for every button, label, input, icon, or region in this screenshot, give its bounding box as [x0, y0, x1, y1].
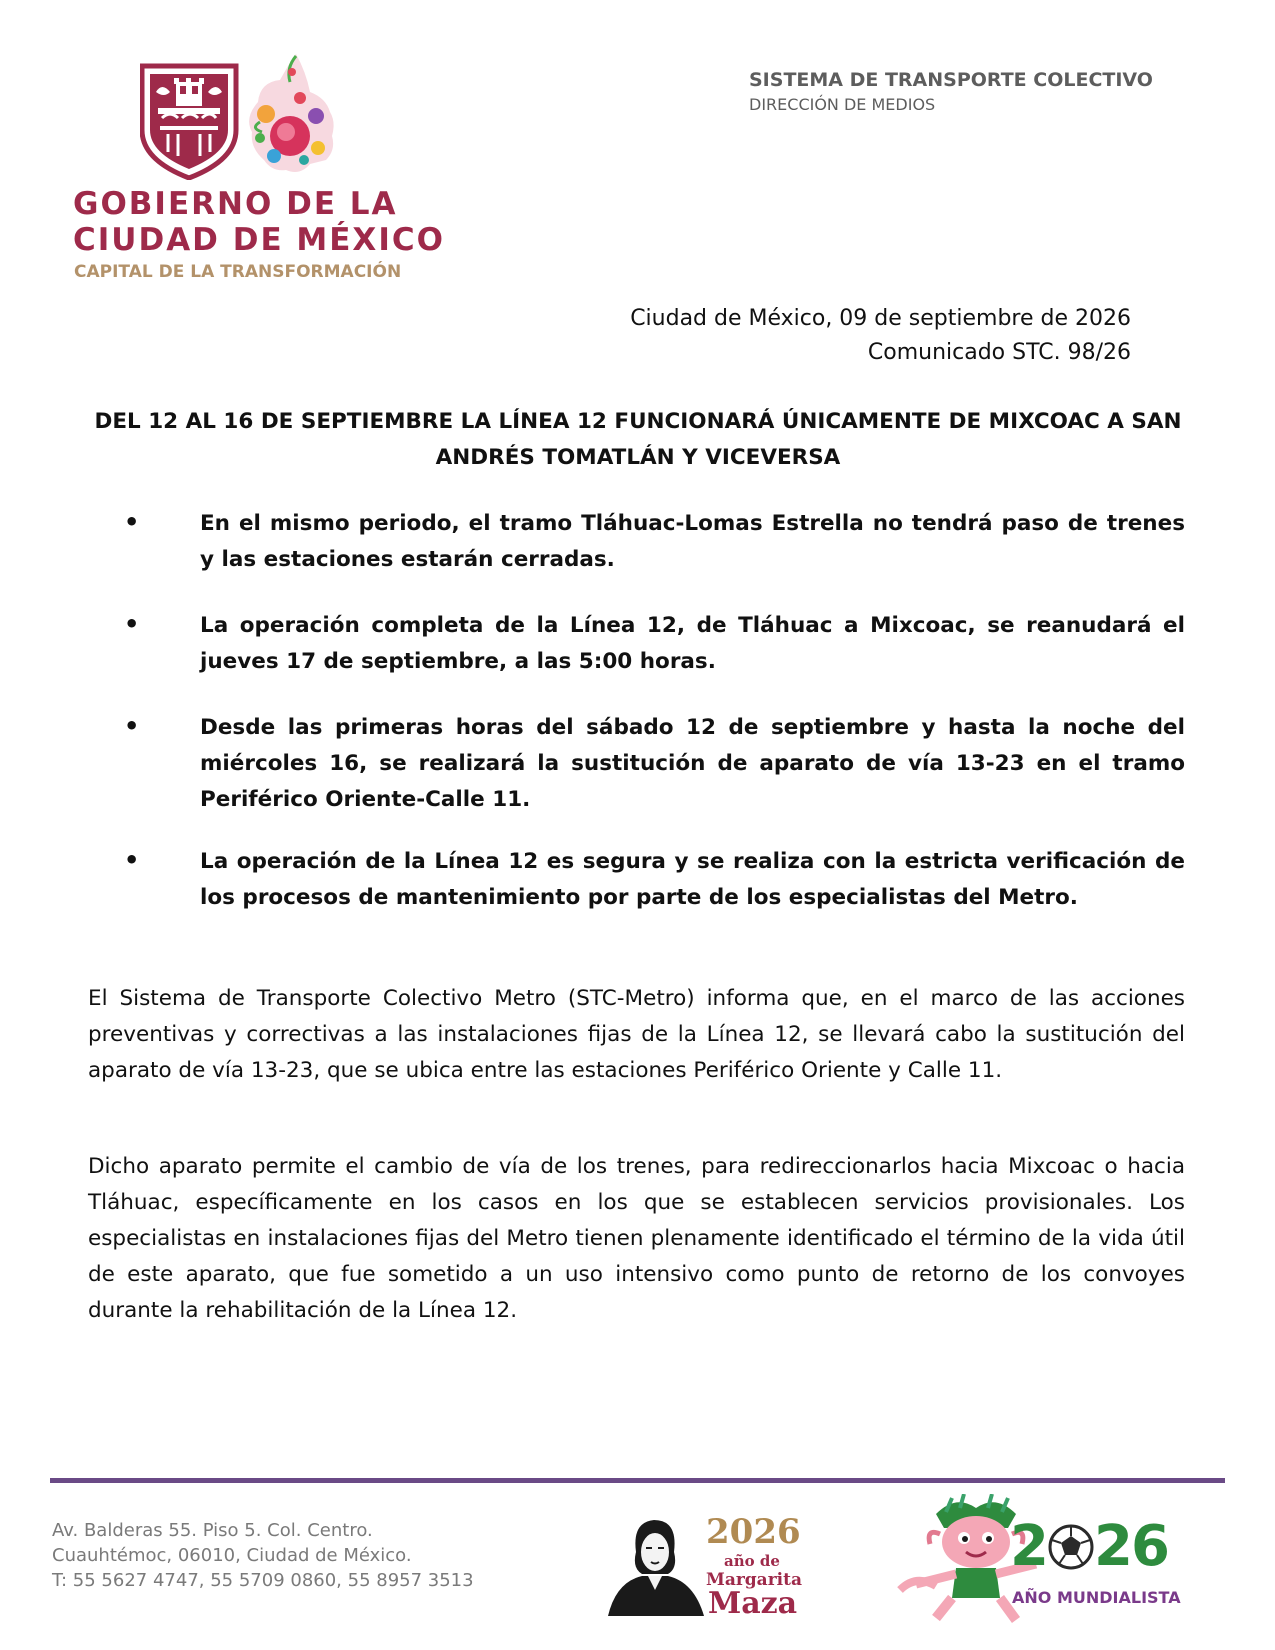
- city-shield-icon: [140, 52, 355, 180]
- headline-line2: ANDRÉS TOMATLÁN Y VICEVERSA: [435, 445, 841, 470]
- gov-name-line1: GOBIERNO DE LA: [73, 186, 398, 222]
- phone-line: T: 55 5627 4747, 55 5709 0860, 55 8957 3513: [52, 1570, 474, 1591]
- margarita-maza-badge: [598, 1512, 802, 1621]
- bullet-marker: •: [124, 508, 140, 536]
- mm-label-line2: Margarita: [706, 1570, 802, 1590]
- org-name: SISTEMA DE TRANSPORTE COLECTIVO: [749, 69, 1153, 91]
- world-cup-year-start: 2: [1010, 1514, 1047, 1579]
- headline-line1: DEL 12 AL 16 DE SEPTIEMBRE LA LÍNEA 12 FUNCIONARÁ ÚNICAMENTE DE MIXCOAC A SAN: [94, 409, 1182, 434]
- gov-name-line2: CIUDAD DE MÉXICO: [73, 222, 445, 258]
- bullet-item: Desde las primeras horas del sábado 12 de septiembre y hasta la noche del miércoles 16, se realizará la sustitución de aparato de vía 13-23 en el tramo Periférico Oriente-Calle 11.: [200, 715, 1185, 812]
- bullet-marker: •: [124, 610, 140, 638]
- soccer-ball-icon: [1048, 1524, 1094, 1570]
- world-cup-year-end: 26: [1094, 1514, 1168, 1579]
- address-line: Av. Balderas 55. Piso 5. Col. Centro.: [52, 1520, 373, 1541]
- gov-tagline: CAPITAL DE LA TRANSFORMACIÓN: [74, 262, 402, 282]
- footer-divider: [50, 1478, 1225, 1483]
- release-id: Comunicado STC. 98/26: [867, 340, 1131, 365]
- org-department: DIRECCIÓN DE MEDIOS: [749, 95, 936, 114]
- bullet-item: La operación completa de la Línea 12, de Tláhuac a Mixcoac, se reanudará el jueves 17 de septiembre, a las 5:00 horas.: [200, 613, 1185, 674]
- mundialista-badge: [896, 1494, 1236, 1628]
- world-cup-label: AÑO MUNDIALISTA: [1012, 1588, 1181, 1607]
- mm-year: 2026: [706, 1512, 801, 1552]
- mm-label-line1: año de: [724, 1552, 780, 1570]
- portrait-icon: [598, 1512, 708, 1618]
- cdmx-logo: [140, 52, 355, 180]
- bullet-marker: •: [124, 846, 140, 874]
- headline: [88, 404, 1188, 476]
- body-paragraph: El Sistema de Transporte Colectivo Metro (STC-Metro) informa que, en el marco de las acciones preventivas y correctivas a las instalaciones fijas de la Línea 12, se llevará cabo la sustitución del aparato de vía 13-23, que se ubica entre las estaciones Periférico Oriente y Calle 11.: [88, 986, 1185, 1083]
- address-line: Cuauhtémoc, 06010, Ciudad de México.: [52, 1545, 412, 1566]
- body-paragraph: Dicho aparato permite el cambio de vía de los trenes, para redireccionarlos hacia Mixcoac o hacia Tláhuac, específicamente en los casos en los que se establecen servicios provisionales. Los especialistas en instalaciones fijas del Metro tienen plenamente identificado el término de la vida útil de este aparato, que fue sometido a un uso intensivo como punto de retorno de los convoyes durante la rehabilitación de la Línea 12.: [88, 1154, 1185, 1323]
- place-date: Ciudad de México, 09 de septiembre de 2026: [630, 306, 1131, 331]
- mm-label-line3: Maza: [708, 1586, 798, 1621]
- bullet-item: En el mismo periodo, el tramo Tláhuac-Lomas Estrella no tendrá paso de trenes y las estaciones estarán cerradas.: [200, 511, 1185, 572]
- bullet-marker: •: [124, 712, 140, 740]
- bullet-item: La operación de la Línea 12 es segura y se realiza con la estricta verificación de los procesos de mantenimiento por parte de los especialistas del Metro.: [200, 849, 1185, 910]
